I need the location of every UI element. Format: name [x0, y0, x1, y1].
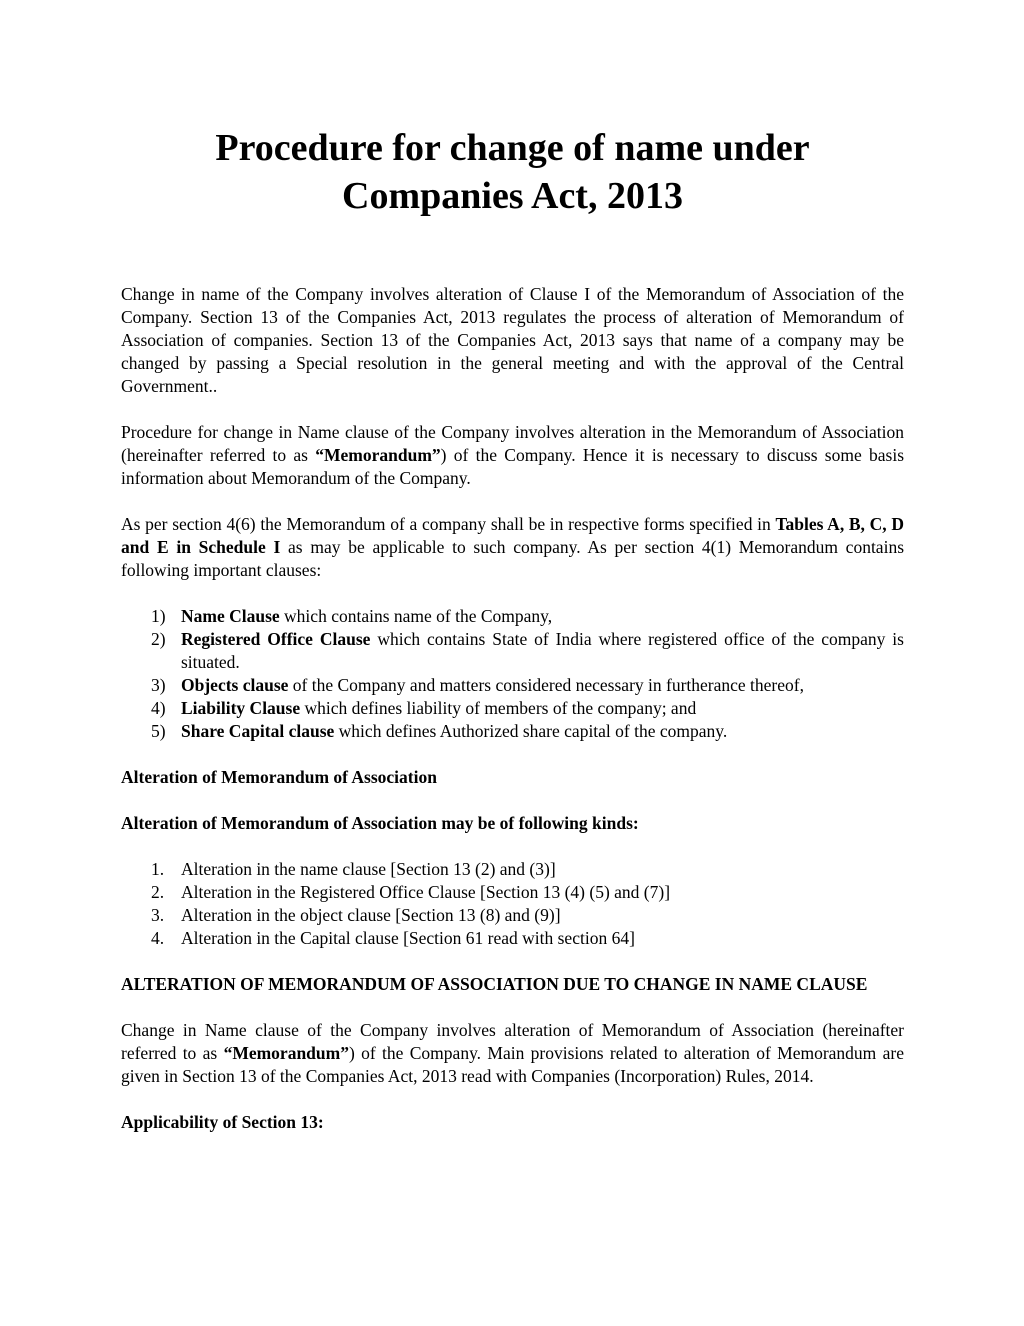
title-line-2: Companies Act, 2013 — [342, 175, 683, 217]
paragraph-section-4: As per section 4(6) the Memorandum of a company shall be in respective forms specified in Tables A, B, C, D and E in Schedule I as may be applicable to such company. As per section 4(1) Memorandum contains following important clauses: — [121, 514, 904, 580]
list-item: 3) Objects clause of the Company and matters considered necessary in furtherance thereof, — [151, 675, 804, 695]
list-item: 3. Alteration in the object clause [Section 13 (8) and (9)] — [151, 905, 561, 925]
paragraph-intro: Change in name of the Company involves alteration of Clause I of the Memorandum of Association of the Company. Section 13 of the Companies Act, 2013 regulates the process of alteration of Memorandum of Association of companies. Section 13 of the Companies Act, 2013 says that name of a company may be changed by passing a Special resolution in the general meeting and with the approval of the Central Government.. — [121, 284, 904, 396]
section-heading-alteration: Alteration of Memorandum of Association — [121, 767, 437, 787]
title-line-1: Procedure for change of name under — [215, 127, 810, 169]
list-item: 1. Alteration in the name clause [Section 13 (2) and (3)] — [151, 859, 556, 879]
section-heading-applicability: Applicability of Section 13: — [121, 1112, 324, 1132]
list-item: 4. Alteration in the Capital clause [Section 61 read with section 64] — [151, 928, 635, 948]
list-item: 1) Name Clause which contains name of the Company, — [151, 606, 553, 626]
kinds-list — [121, 858, 904, 950]
section-heading-kinds: Alteration of Memorandum of Association may be of following kinds: — [121, 813, 639, 833]
section-heading-name-clause: ALTERATION OF MEMORANDUM OF ASSOCIATION DUE TO CHANGE IN NAME CLAUSE — [121, 974, 868, 994]
paragraph-procedure: Procedure for change in Name clause of the Company involves alteration in the Memorandum of Association (hereinafter referred to as “Memorandum”) of the Company. Hence it is necessary to discuss some basis information about Memorandum of the Company. — [121, 422, 904, 488]
list-item: 4) Liability Clause which defines liability of members of the company; and — [151, 698, 697, 718]
clauses-list — [121, 605, 904, 743]
list-item: 2) Registered Office Clause which contains State of India where registered office of the company is situated. — [151, 629, 904, 672]
page-title — [121, 124, 904, 220]
paragraph-main-provisions: Change in Name clause of the Company involves alteration of Memorandum of Association (hereinafter referred to as “Memorandum”) of the Company. Main provisions related to alteration of Memorandum are given in Section 13 of the Companies Act, 2013 read with Companies (Incorporation) Rules, 2014. — [121, 1020, 904, 1086]
document-body — [121, 283, 904, 1157]
list-item: 5) Share Capital clause which defines Authorized share capital of the company. — [151, 721, 728, 741]
list-item: 2. Alteration in the Registered Office Clause [Section 13 (4) (5) and (7)] — [151, 882, 671, 902]
